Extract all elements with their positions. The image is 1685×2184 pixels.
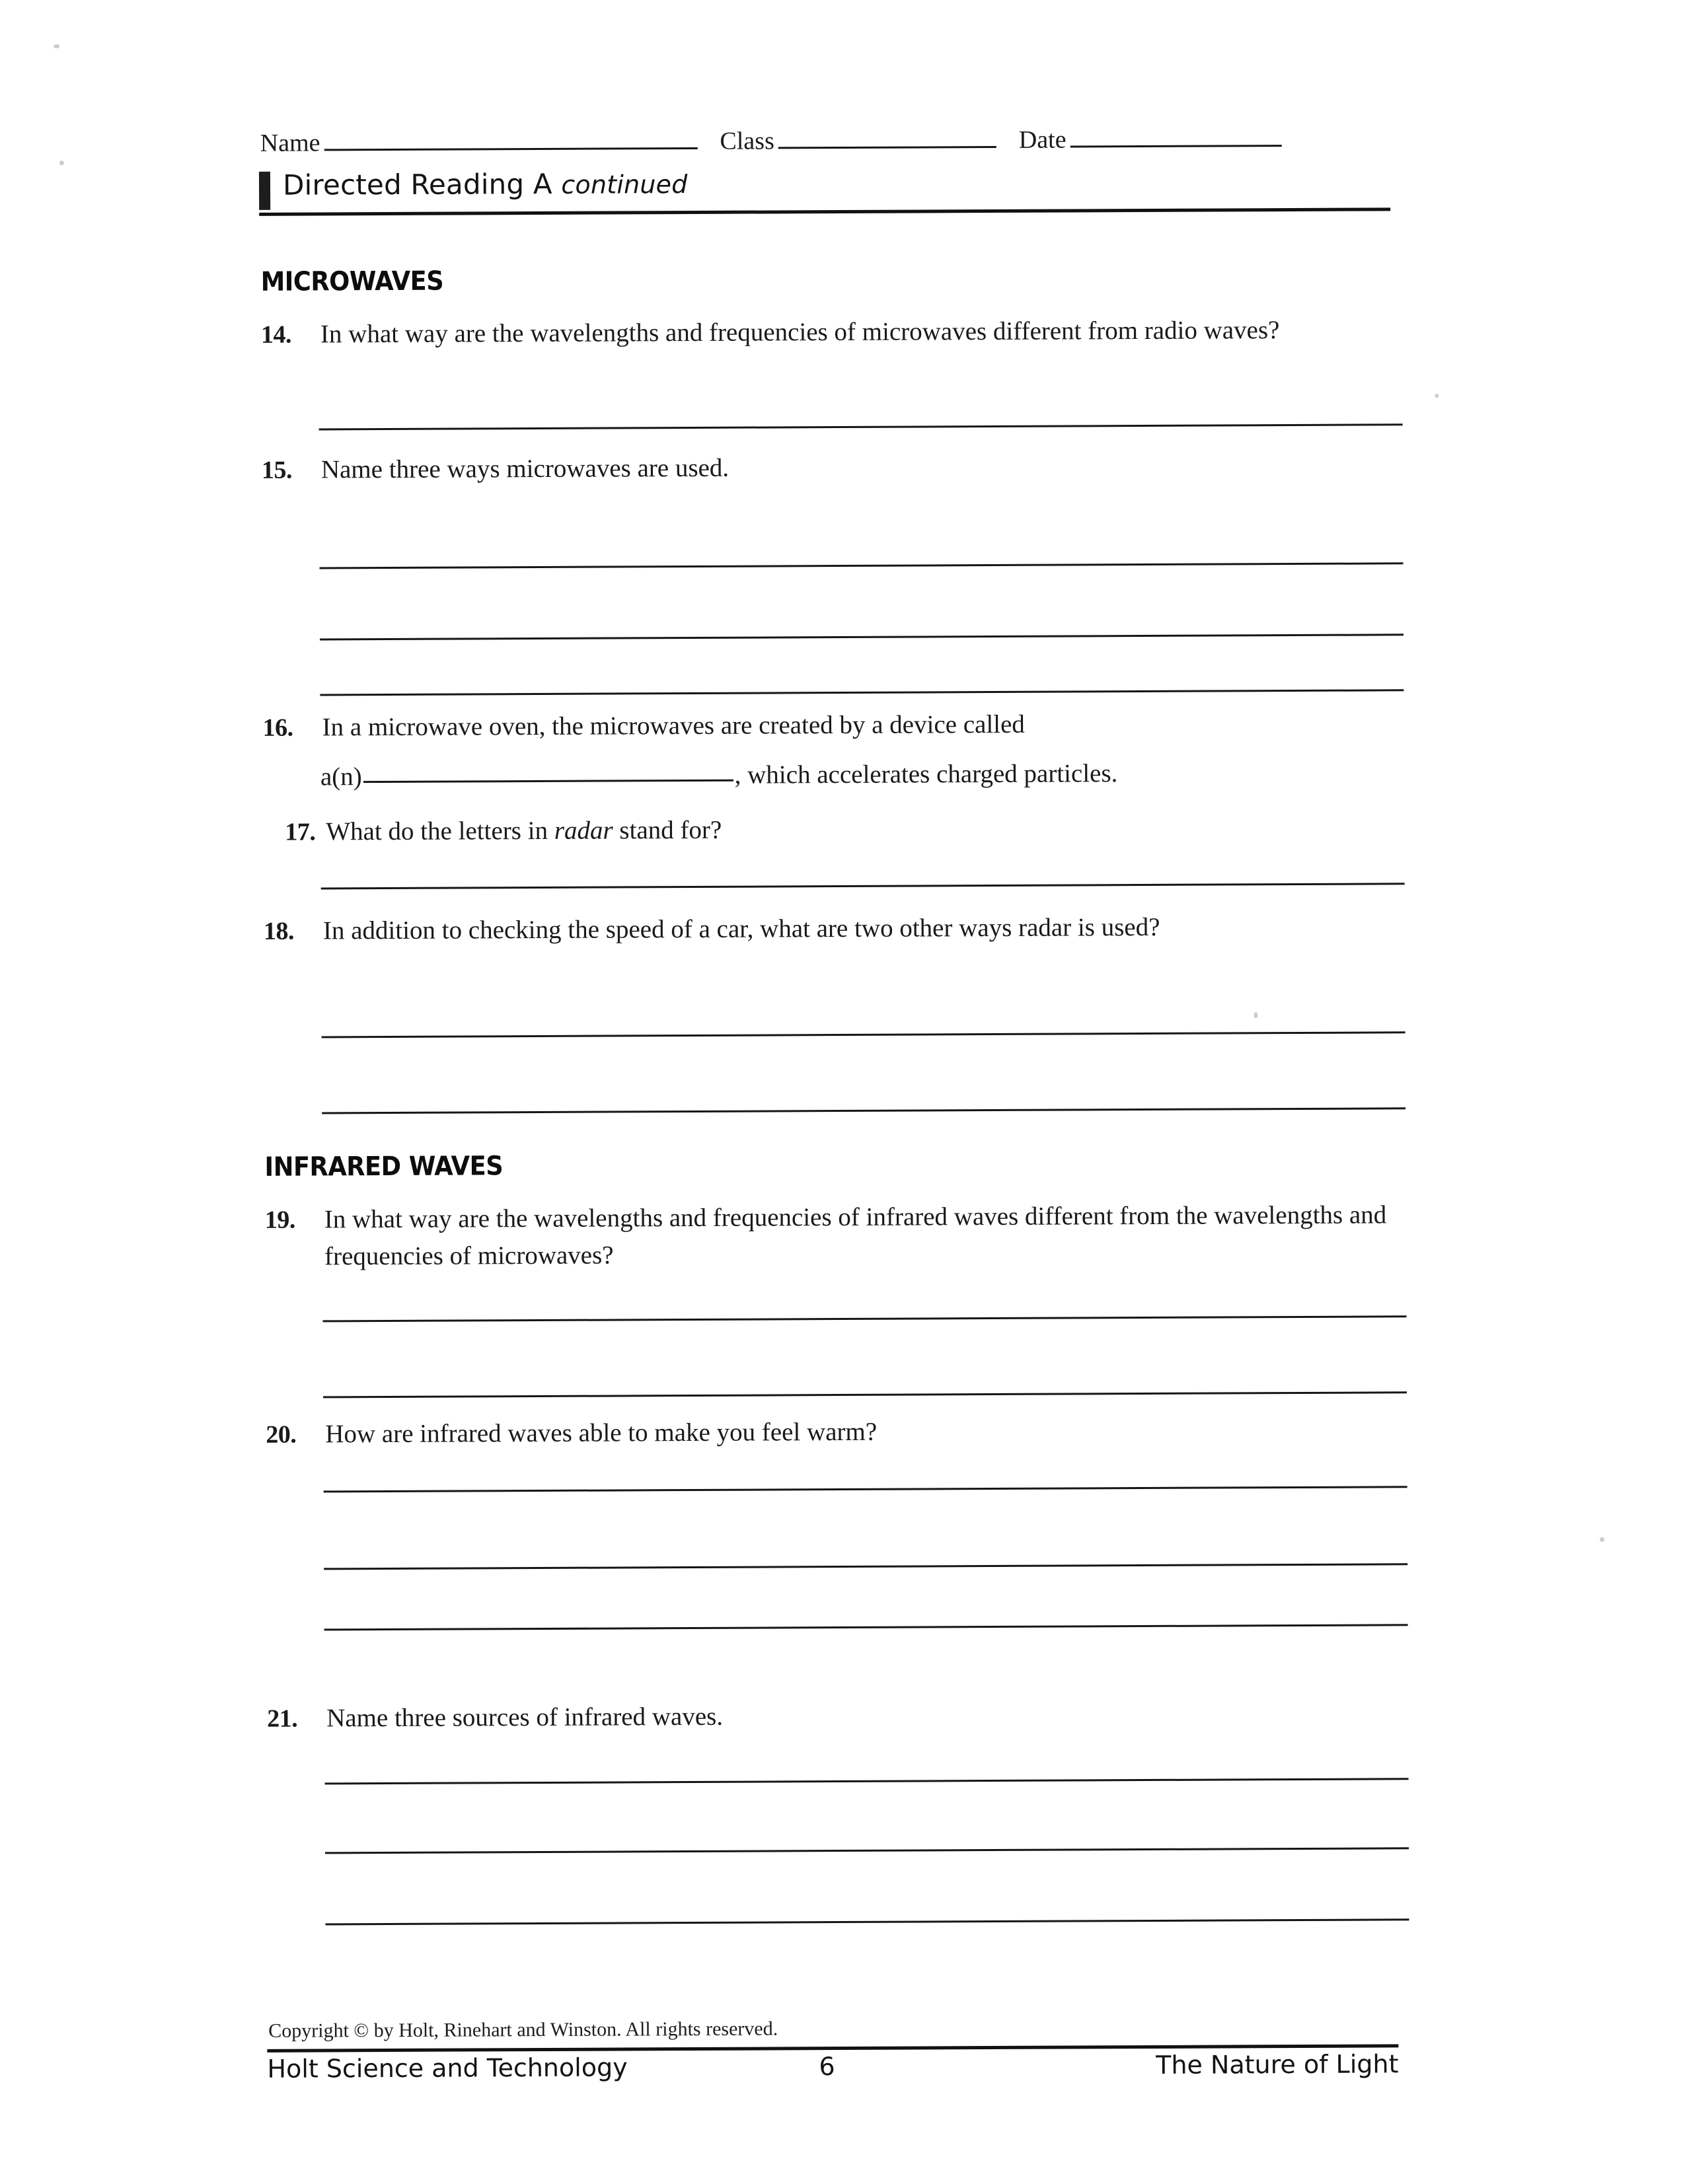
question-15-text: Name three ways microwaves are used. [321,447,1385,488]
question-19 [265,1196,1402,1276]
answer-line-17-1[interactable] [321,883,1405,889]
answer-line-18-1[interactable] [322,1031,1405,1038]
scan-speck [59,161,64,165]
question-19-text: In what way are the wavelengths and frequencies of infrared waves different from the wavelengths and frequencies of microwaves? [324,1196,1402,1275]
question-20-text: How are infrared waves able to make you feel warm? [325,1411,1389,1453]
answer-line-20-2[interactable] [324,1563,1407,1570]
date-label: Date [1019,127,1070,152]
page-title-continued: continued [561,170,687,200]
question-17-text: What do the letters in radar stand for? [326,809,1395,850]
answer-line-21-3[interactable] [325,1918,1409,1925]
page-title [283,167,688,201]
question-17-number: 17. [285,813,315,850]
question-17-italic-term: radar [554,817,613,845]
class-input[interactable] [778,146,996,149]
footer-book-title: Holt Science and Technology [267,2053,627,2083]
footer-page-number: 6 [819,2052,835,2081]
question-16-number: 16. [262,710,293,746]
name-input[interactable] [324,147,698,151]
title-accent-bar [259,172,270,210]
question-21 [267,1695,1390,1737]
question-19-number: 19. [265,1202,295,1239]
question-14-number: 14. [261,316,291,353]
question-16-continuation [320,758,1118,791]
question-21-number: 21. [267,1700,297,1737]
question-17 [285,809,1395,850]
answer-line-19-1[interactable] [323,1315,1407,1322]
answer-line-15-3[interactable] [320,689,1404,696]
question-21-text: Name three sources of infrared waves. [326,1695,1390,1737]
answer-line-14-1[interactable] [319,423,1403,430]
page-title-main: Directed Reading A [283,168,552,201]
question-18 [264,908,1387,949]
question-20 [266,1411,1389,1453]
question-14 [261,311,1384,353]
footer-chapter-title: The Nature of Light [1156,2049,1398,2080]
question-16 [262,704,1386,746]
student-info-row [260,115,1377,155]
answer-line-15-1[interactable] [320,562,1404,569]
section-heading-microwaves: MICROWAVES [261,266,444,297]
answer-line-20-1[interactable] [324,1486,1407,1492]
page-footer [267,2049,1398,2093]
answer-line-15-2[interactable] [320,634,1404,640]
question-16-blank-input[interactable] [363,780,733,783]
date-input[interactable] [1070,145,1282,147]
question-15 [262,447,1385,488]
class-label: Class [720,128,778,153]
scan-speck [1435,394,1439,398]
scan-speck [1600,1537,1604,1542]
question-16-prefix: a(n) [320,762,362,791]
section-heading-infrared-waves: INFRARED WAVES [264,1151,503,1183]
scan-speck [54,44,59,48]
question-14-text: In what way are the wavelengths and frequencies of microwaves different from radio waves? [320,311,1384,353]
answer-line-19-2[interactable] [323,1391,1407,1398]
answer-line-18-2[interactable] [322,1107,1405,1114]
question-20-number: 20. [266,1416,296,1453]
scan-speck [1254,1012,1257,1018]
title-divider [259,207,1390,215]
name-label: Name [260,130,324,155]
question-18-number: 18. [264,913,294,950]
question-16-text: In a microwave oven, the microwaves are created by a device called [322,704,1386,746]
question-15-number: 15. [262,452,292,489]
answer-line-20-3[interactable] [324,1624,1408,1630]
question-16-suffix: , which accelerates charged particles. [735,759,1118,789]
worksheet-title-band [259,164,1390,216]
copyright-notice: Copyright © by Holt, Rinehart and Winston. All rights reserved. [268,2018,778,2042]
answer-line-21-2[interactable] [325,1847,1409,1854]
question-18-text: In addition to checking the speed of a car, what are two other ways radar is used? [323,908,1387,949]
answer-line-21-1[interactable] [325,1778,1409,1784]
